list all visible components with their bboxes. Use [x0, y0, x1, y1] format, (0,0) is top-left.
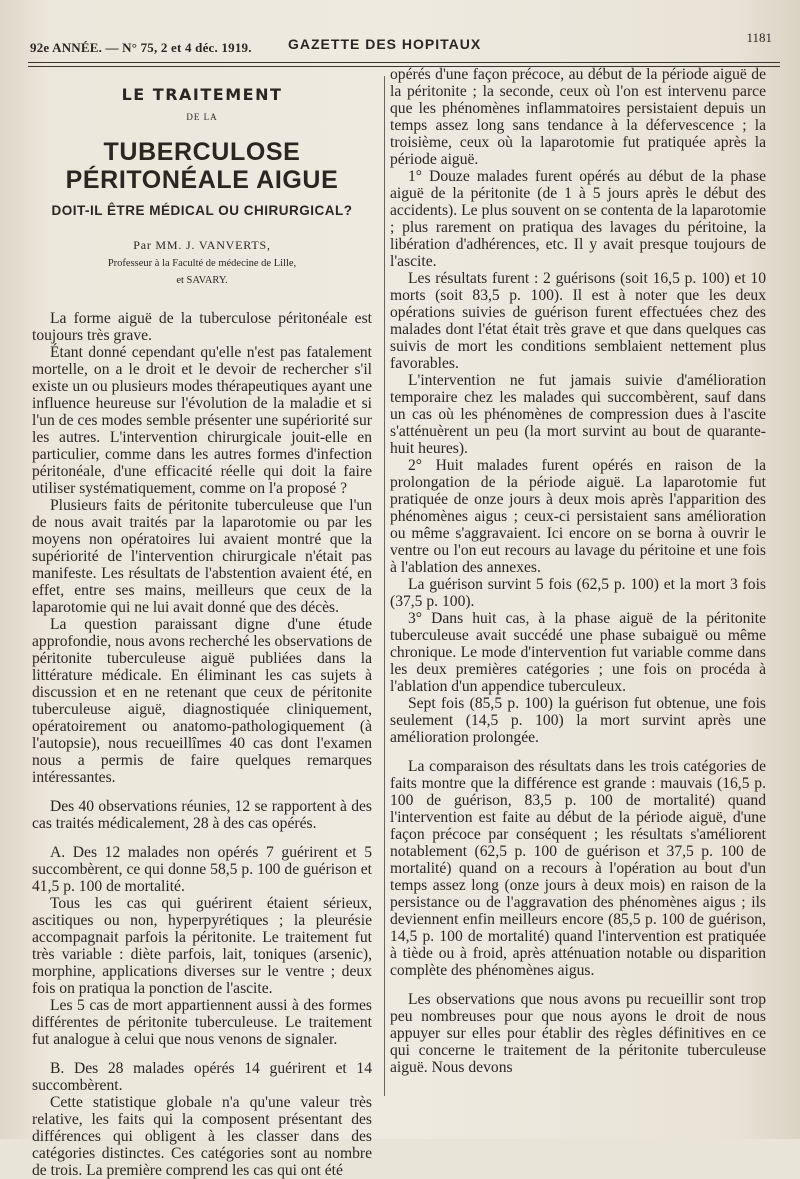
author-affiliation: Professeur à la Faculté de médecine de Lille, [107, 258, 297, 269]
article-title-top: LE TRAITEMENT [121, 85, 283, 104]
paragraph: Tous les cas qui guérirent étaient sérieux, ascitiques ou non, hyperpyrétiques ; la pleurésie accompagnait parfois la péritonite. Le traitement fut très variable : diète parfois, lait, toniques (arsenic), morphine, applications diverses sur le ventre ; deux fois on pratiqua la ponction de l'ascite. [32, 895, 372, 997]
left-column [32, 84, 372, 1179]
article-authors: Par MM. J. VANVERTS, [133, 238, 271, 252]
paragraph: La comparaison des résultats dans les trois catégories de faits montre que la différence est grande : mauvais (16,5 p. 100 de guérison, 83,5 p. 100 de mortalité) quand l'intervention est faite au début de la période aiguë, d'une façon précoce par conséquent ; les résultats s'améliorent notablement (62,5 p. 100 de guérison et 37,5 p. 100 de mortalité) quand on a recours à l'opération au bout d'un temps assez long (onze jours à deux mois) en raison de la persistance ou de l'aggravation des phénomènes aigus ; ils deviennent enfin meilleurs encore (85,5 p. 100 de guérison, 14,5 p. 100 de mortalité) quand l'intervention est pratiquée à tiède ou à froid, après atténuation notable ou disparition complète des phénomènes aigus. [390, 758, 766, 979]
paragraph: B. Des 28 malades opérés 14 guérirent et 14 succombèrent. [32, 1060, 372, 1094]
article-title-main: TUBERCULOSE PÉRITONÉALE AIGUE [65, 138, 339, 194]
paragraph: 1° Douze malades furent opérés au début de la phase aiguë de la péritonite (de 1 à 5 jours après le début des accidents). Le plus souvent on se contenta de la laparotomie ; plus rarement on pratiqua des lavages du péritoine, la libération d'adhérences, etc. Il y avait presque toujours de l'ascite. [390, 168, 766, 270]
paragraph: 3° Dans huit cas, à la phase aiguë de la péritonite tuberculeuse avait succédé une phase subaiguë ou même chronique. Le mode d'intervention fut variable comme dans les deux premières catégories ; une fois on procéda à l'ablation d'un appendice tuberculeux. [390, 610, 766, 695]
paragraph: 2° Huit malades furent opérés en raison de la prolongation de la période aiguë. La laparotomie fut pratiquée de onze jours à deux mois après l'apparition des phénomènes aigus ; ceux-ci persistaient sans amélioration ou même s'aggravaient. Ici encore on se borna à ouvrir le ventre ou l'on eut recours au lavage du péritoine et une fois à l'ablation des annexes. [390, 457, 766, 576]
issue-info: 92e ANNÉE. — N° 75, 2 et 4 déc. 1919. [30, 40, 252, 55]
column-divider [384, 76, 385, 1096]
paragraph: Sept fois (85,5 p. 100) la guérison fut obtenue, une fois seulement (14,5 p. 100) la mort survint après une amélioration prolongée. [390, 695, 766, 746]
paragraph: La forme aiguë de la tuberculose péritonéale est toujours très grave. [32, 310, 372, 344]
paragraph: La question paraissant digne d'une étude approfondie, nous avons recherché les observations de péritonite tuberculeuse aiguë publiées dans la littérature médicale. En éliminant les cas sujets à discussion et en ne retenant que ceux de péritonite tuberculeuse aiguë, diagnostiquée cliniquement, opératoirement ou anatomo-pathologiquement (à l'autopsie), nous recueillîmes 40 cas dont l'examen nous a permis de faire quelques remarques intéressantes. [32, 616, 372, 786]
header-rule [28, 62, 780, 63]
paragraph: Des 40 observations réunies, 12 se rapportent à des cas traités médicalement, 28 à des cas opérés. [32, 798, 372, 832]
article-title-de: DE LA [186, 112, 218, 122]
article-subtitle: DOIT-IL ÊTRE MÉDICAL OU CHIRURGICAL? [51, 203, 353, 218]
paragraph: Plusieurs faits de péritonite tuberculeuse que l'un de nous avait traités par la laparotomie ou par les moyens non opératoires lui avaient montré que la supériorité de l'intervention chirurgicale n'était pas manifeste. Les résultats de l'abstention avaient été, en effet, entre ses mains, meilleurs que ceux de la laparotomie qui ne lui avait donné que des décès. [32, 497, 372, 616]
paragraph: Les 5 cas de mort appartiennent aussi à des formes différentes de péritonite tuberculeuse. Le traitement fut analogue à celui que nous venons de signaler. [32, 997, 372, 1048]
page-header [30, 30, 780, 56]
paragraph: L'intervention ne fut jamais suivie d'amélioration temporaire chez les malades qui succombèrent, sauf dans un cas où les phénomènes de compression dues à l'ascite s'atténuèrent un peu (la mort survint au bout de quarante-huit heures). [390, 372, 766, 457]
paragraph: Les résultats furent : 2 guérisons (soit 16,5 p. 100) et 10 morts (soit 83,5 p. 100). Il est à noter que les deux opérations suivies de guérison furent effectuées chez des malades dont l'état était très grave et que dans quelques cas suivis de mort les conditions semblaient nettement plus favorables. [390, 270, 766, 372]
right-column [390, 66, 766, 1076]
journal-title: GAZETTE DES HOPITAUX [288, 36, 482, 52]
paragraph: opérés d'une façon précoce, au début de la période aiguë de la péritonite ; la seconde, ceux où l'on est intervenu parce que les phénomènes inflammatoires persistaient depuis un temps assez long sans tendance à la défervescence ; la troisième, ceux où la laparotomie fut pratiquée après la période aiguë. [390, 66, 766, 168]
paragraph: A. Des 12 malades non opérés 7 guérirent et 5 succombèrent, ce qui donne 58,5 p. 100 de guérison et 41,5 p. 100 de mortalité. [32, 844, 372, 895]
paragraph: La guérison survint 5 fois (62,5 p. 100) et la mort 3 fois (37,5 p. 100). [390, 576, 766, 610]
coauthor: et SAVARY. [176, 275, 228, 286]
page-number: 1181 [746, 30, 772, 45]
paragraph: Cette statistique globale n'a qu'une valeur très relative, les faits qui la composent présentant des différences qui obligent à les classer dans des catégories distinctes. Ces catégories sont au nombre de trois. La première comprend les cas qui ont été [32, 1094, 372, 1179]
paragraph: Les observations que nous avons pu recueillir sont trop peu nombreuses pour que nous ayons le droit de nous appuyer sur elles pour établir des règles définitives en ce qui concerne le traitement de la péritonite tuberculeuse aiguë. Nous devons [390, 991, 766, 1076]
paragraph: Étant donné cependant qu'elle n'est pas fatalement mortelle, on a le droit et le devoir de rechercher s'il existe un ou plusieurs modes thérapeutiques ayant une influence heureuse sur l'évolution de la maladie et si l'un de ces modes semble présenter une supériorité sur les autres. L'intervention chirurgicale jouit-elle en particulier, comme dans les autres formes d'infection péritonéale, d'une efficacité réelle qui doit la faire utiliser systématiquement, comme on l'a proposé ? [32, 344, 372, 497]
